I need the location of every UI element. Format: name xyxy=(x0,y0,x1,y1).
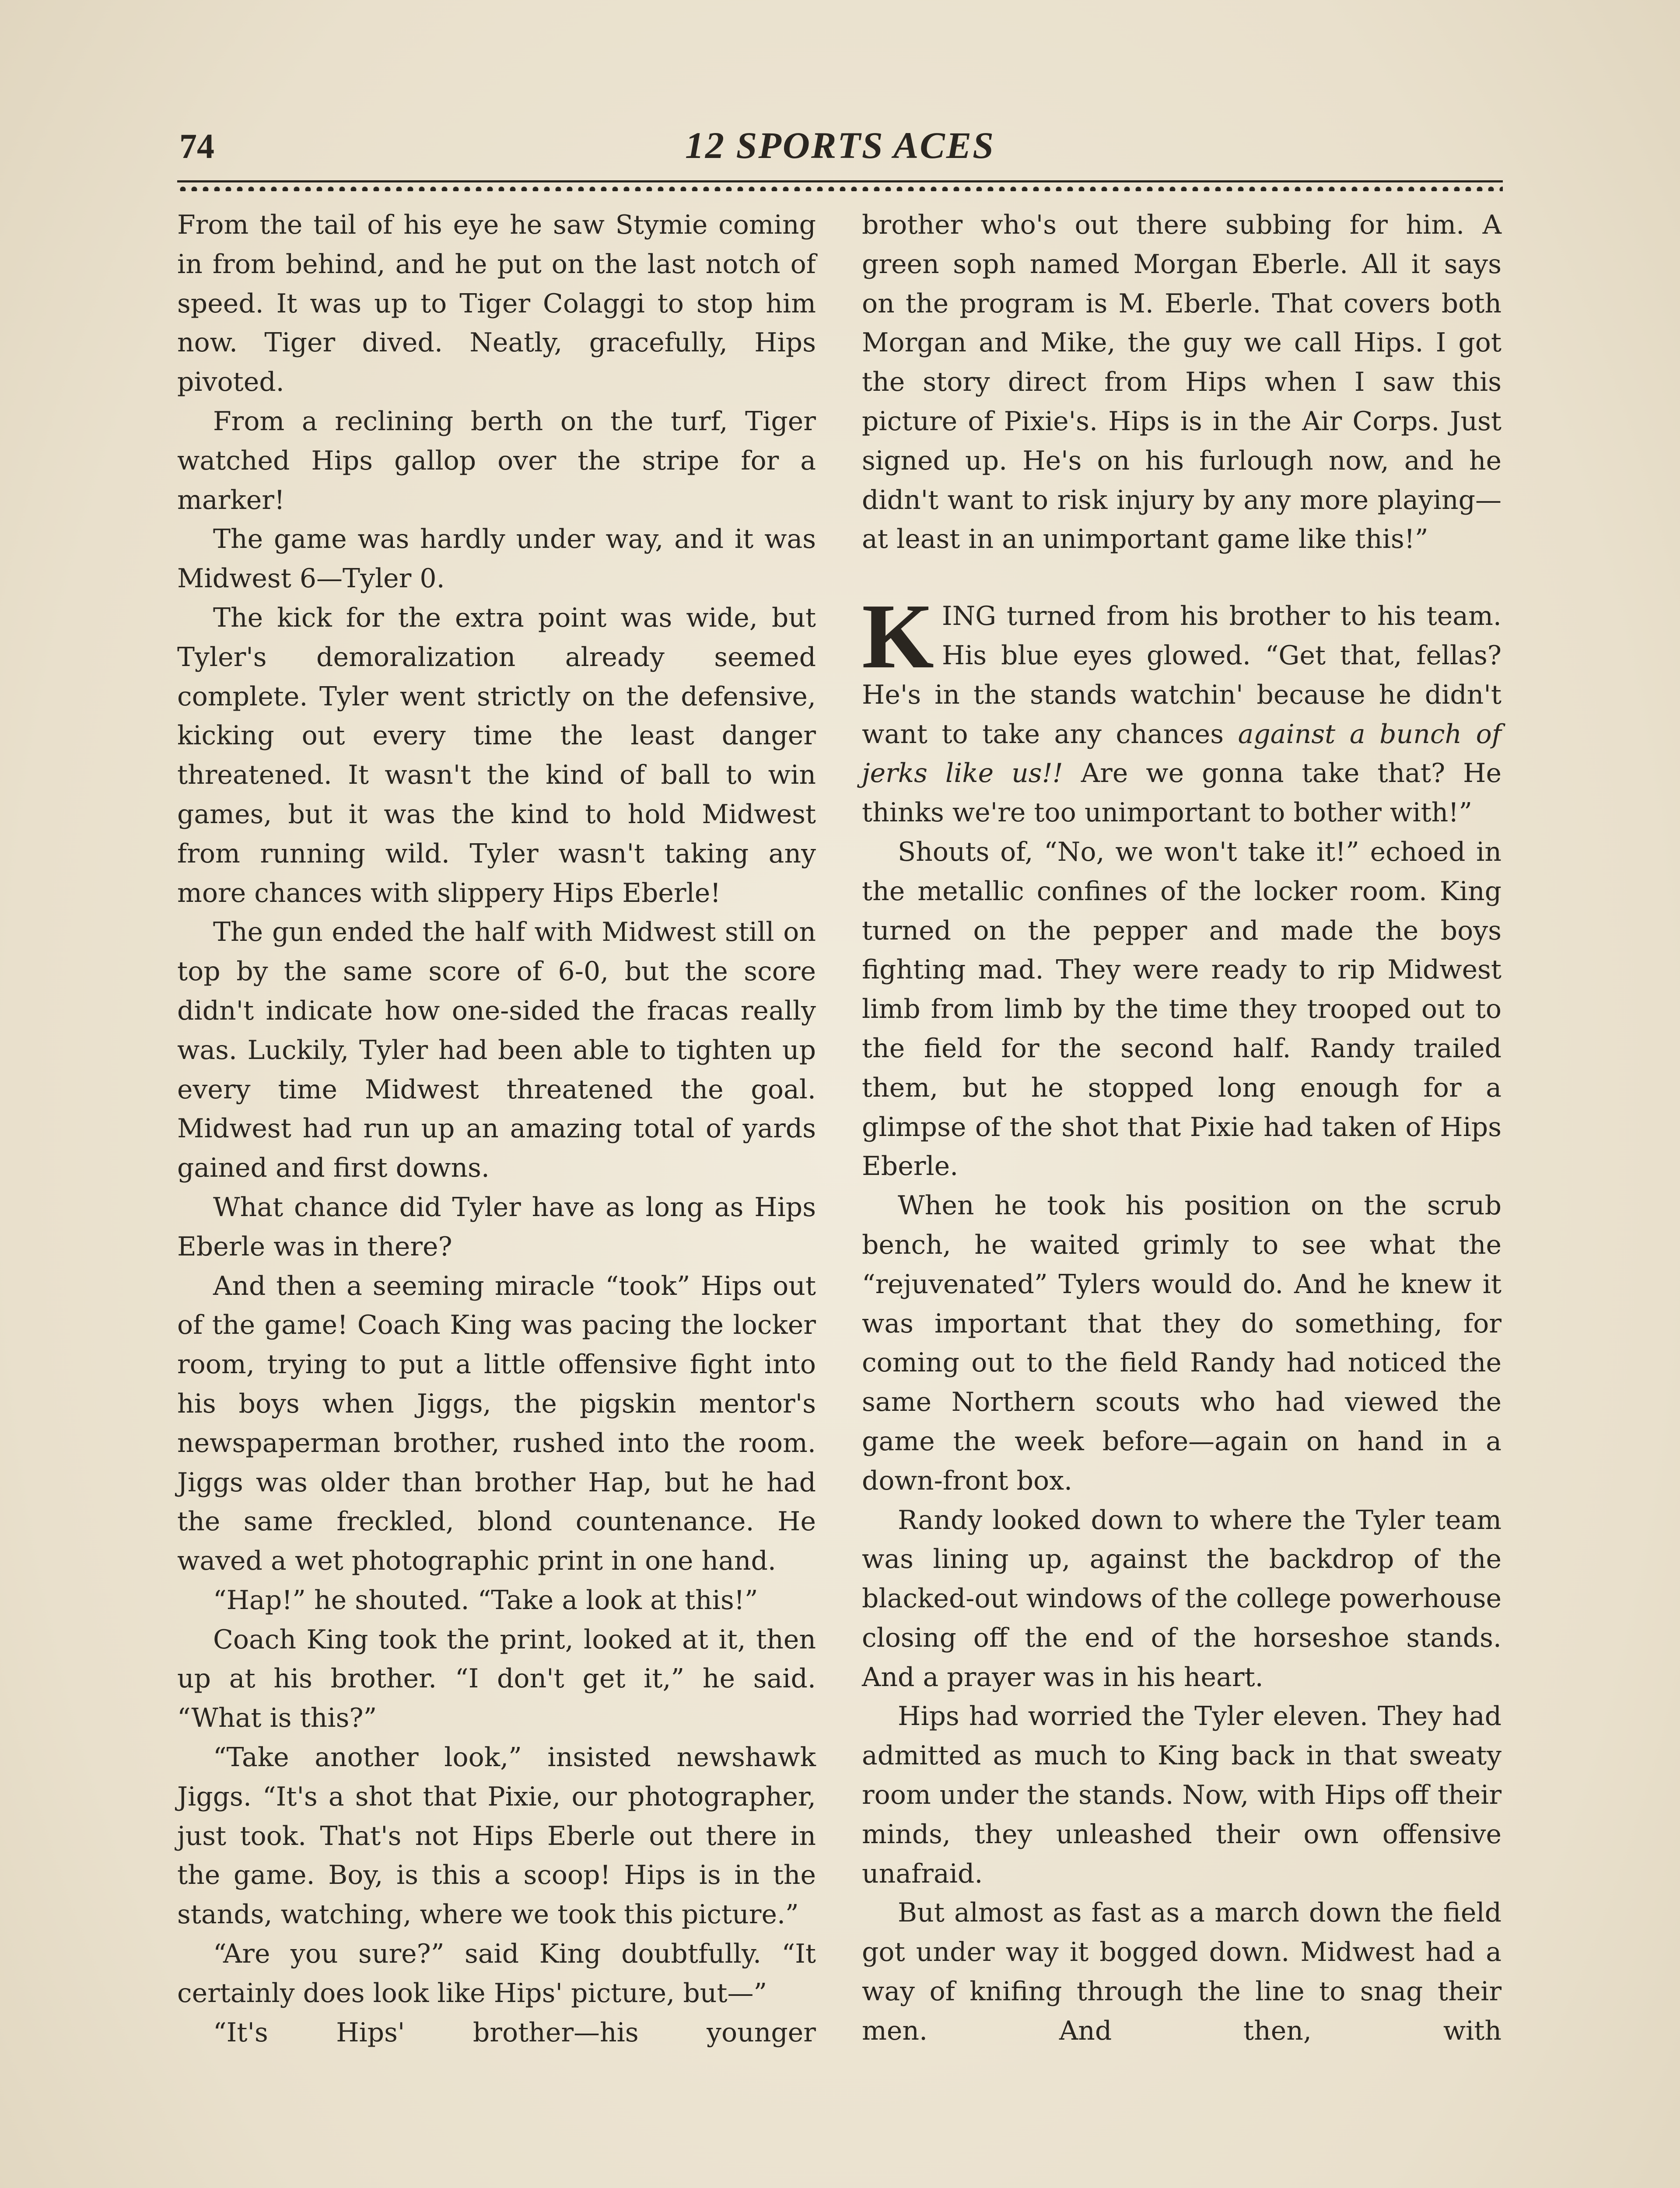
paragraph: From a reclining berth on the turf, Tiger watched Hips gallop over the stripe for a marker! xyxy=(177,406,816,515)
paragraph: Coach King took the print, looked at it, then up at his brother. “I don't get it,” he said. “What is this?” xyxy=(177,1624,816,1734)
paragraph: And then a seeming miracle “took” Hips out of the game! Coach King was pacing the locker room, trying to put a little offensive fight into his boys when Jiggs, the pigskin mentor's newspaperman brother, rushed into the room. Jiggs was older than brother Hap, but he had the same freckled, blond countenance. He waved a wet photographic print in one hand. xyxy=(177,1270,816,1577)
page-header xyxy=(179,123,1501,176)
paragraph: “Hap!” he shouted. “Take a look at this!” xyxy=(213,1585,758,1616)
paragraph: “Are you sure?” said King doubtfully. “It certainly does look like Hips' picture, but—” xyxy=(177,1939,816,2009)
paragraph: The kick for the extra point was wide, but Tyler's demoralization already seemed complete. Tyler went strictly on the defensive, kicking out every time the least danger threatened. It wasn't the kind of ball to win games, but it was the kind to hold Midwest from running wild. Tyler wasn't taking any more chances with slippery Hips Eberle! xyxy=(177,602,816,908)
paragraph: brother who's out there subbing for him. A green soph named Morgan Eberle. All it says on the program is M. Eberle. That covers both Morgan and Mike, the guy we call Hips. I got the story direct from Hips when I saw this picture of Pixie's. Hips is in the Air Corps. Just signed up. He's on his furlough now, and he didn't want to risk injury by any more playing—at least in an unimportant game like this!” xyxy=(862,210,1502,555)
paragraph: Randy looked down to where the Tyler team was lining up, against the backdrop of the blacked-out windows of the college powerhouse closing off the end of the horseshoe stands. And a prayer was in his heart. xyxy=(862,1504,1502,1693)
right-text-column xyxy=(862,206,1502,2051)
paragraph: Hips had worried the Tyler eleven. They had admitted as much to King back in that sweaty room under the stands. Now, with Hips off their minds, they unleashed their own offensive unafraid. xyxy=(862,1701,1502,1889)
paragraph: Shouts of, “No, we won't take it!” echoed in the metallic confines of the locker room. King turned on the pepper and made the boys fighting mad. They were ready to rip Midwest limb from limb by the time they trooped out to the field for the second half. Randy trailed them, but he stopped long enough for a glimpse of the shot that Pixie had taken of Hips Eberle. xyxy=(862,836,1502,1182)
section-start-paragraph xyxy=(862,585,1502,833)
paragraph-text-continued: Are we gonna take that? He thinks we're too unimportant to bother with!” xyxy=(862,758,1502,828)
paragraph: The gun ended the half with Midwest still on top by the same score of 6-0, but the score didn't indicate how one-sided the fracas really was. Luckily, Tyler had been able to tighten up every time Midwest threatened the goal. Midwest had run up an amazing total of yards gained and first downs. xyxy=(177,917,816,1184)
paragraph: The game was hardly under way, and it was Midwest 6—Tyler 0. xyxy=(177,524,816,594)
paragraph: “Take another look,” insisted newshawk Jiggs. “It's a shot that Pixie, our photographer, just took. That's not Hips Eberle out there in the game. Boy, is this a scoop! Hips is in the stands, watching, where we took this picture.” xyxy=(177,1742,816,1930)
running-title: 12 SPORTS ACES xyxy=(685,124,995,166)
italic-phrase: against a bunch of jerks like us!! xyxy=(862,719,1502,789)
page-number: 74 xyxy=(179,127,214,166)
paragraph: When he took his position on the scrub bench, he waited grimly to see what the “rejuvenated” Tylers would do. And he knew it was important that they do something, for coming out to the field Randy had noticed the same Northern scouts who had viewed the game the week before—again on hand in a down-front box. xyxy=(862,1190,1502,1496)
paragraph: From the tail of his eye he saw Stymie coming in from behind, and he put on the last notch of speed. It was up to Tiger Colaggi to stop him now. Tiger dived. Neatly, gracefully, Hips pivoted. xyxy=(177,210,816,398)
left-text-column xyxy=(177,206,816,2052)
paragraph: “It's Hips' brother—his younger xyxy=(213,2017,816,2048)
drop-cap-letter: K xyxy=(862,585,934,688)
paragraph: But almost as fast as a march down the field got under way it bogged down. Midwest had a way of knifing through the line to snag their men. And then, with xyxy=(862,1897,1502,2046)
paragraph-text: ING turned from his brother to his team. His blue eyes glowed. “Get that, fellas? He's in the stands watchin' because he didn't want to take any chances xyxy=(862,601,1502,750)
paragraph: What chance did Tyler have as long as Hips Eberle was in there? xyxy=(177,1192,816,1262)
dotted-rule-divider xyxy=(177,180,1503,191)
